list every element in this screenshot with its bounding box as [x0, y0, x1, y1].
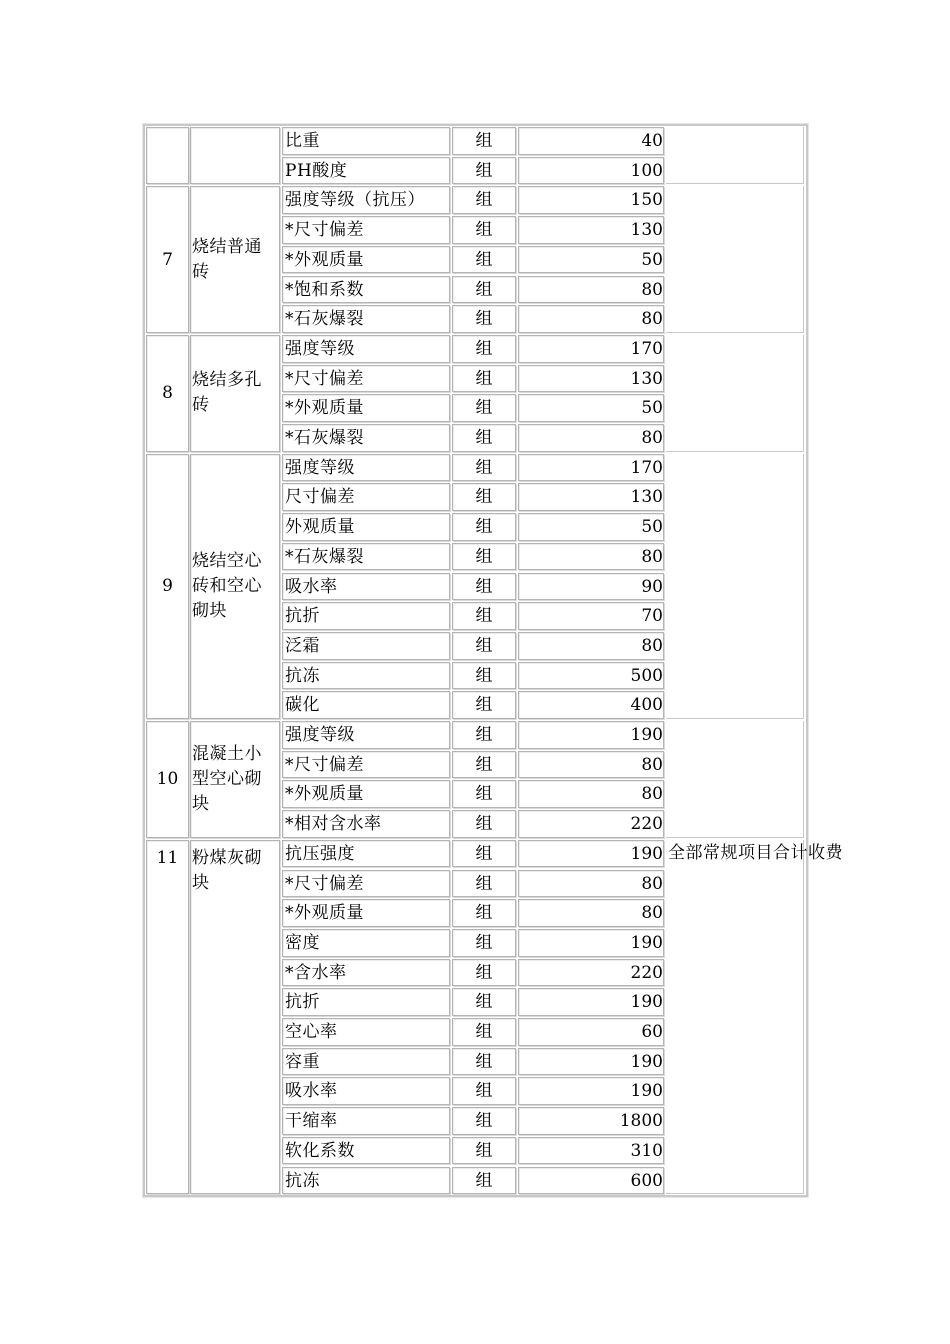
- fee: 50: [641, 249, 663, 270]
- fee-cell: [518, 454, 664, 482]
- fee-table: [143, 124, 843, 1197]
- unit: 组: [475, 131, 493, 151]
- group-number: 7: [162, 249, 173, 270]
- test-item: 吸水率: [285, 1081, 338, 1102]
- fee: 80: [641, 635, 663, 656]
- test-item: *相对含水率: [285, 814, 382, 835]
- remark-cell: [666, 186, 804, 333]
- group-number-cell: [146, 335, 189, 452]
- fee-cell: [518, 1167, 664, 1195]
- unit: 组: [475, 457, 493, 478]
- material-name-cell: [190, 186, 280, 333]
- test-item-cell: [282, 959, 450, 987]
- test-item: *尺寸偏差: [285, 873, 364, 894]
- fee-cell: [518, 899, 664, 927]
- unit-cell: [452, 1048, 516, 1076]
- group-number: 9: [162, 576, 173, 597]
- test-item-cell: [282, 305, 450, 333]
- unit-cell: [452, 1107, 516, 1135]
- test-item-cell: [282, 543, 450, 571]
- remark-cell: [666, 127, 804, 184]
- test-item-cell: [282, 483, 450, 511]
- fee-cell: [518, 1137, 664, 1165]
- fee: 80: [641, 784, 663, 805]
- unit: 组: [475, 338, 493, 359]
- test-item: 强度等级: [285, 725, 355, 745]
- material-name: 混凝土小型空心砌块: [192, 743, 262, 814]
- unit-cell: [452, 394, 516, 422]
- test-item-cell: [282, 899, 450, 927]
- fee-cell: [518, 483, 664, 511]
- unit-cell: [452, 276, 516, 304]
- unit-cell: [452, 691, 516, 719]
- fee-cell: [518, 127, 664, 155]
- test-item-cell: [282, 662, 450, 690]
- fee-cell: [518, 186, 664, 214]
- fee: 190: [630, 725, 663, 745]
- test-item-cell: [282, 602, 450, 630]
- unit-cell: [452, 157, 516, 185]
- unit: 组: [475, 606, 493, 627]
- fee-cell: [518, 810, 664, 838]
- test-item: 干缩率: [285, 1111, 338, 1132]
- test-item: *石灰爆裂: [285, 309, 364, 330]
- fee-cell: [518, 988, 664, 1016]
- test-item-cell: [282, 1048, 450, 1076]
- material-name: 烧结普通砖: [192, 236, 262, 282]
- fee: 80: [641, 309, 663, 330]
- fee: 310: [630, 1140, 663, 1161]
- unit: 组: [475, 546, 493, 567]
- fee: 190: [630, 1051, 663, 1072]
- fee: 70: [641, 606, 663, 627]
- fee-cell: [518, 1018, 664, 1046]
- material-name: 粉煤灰砌块: [192, 847, 262, 893]
- test-item-cell: [282, 186, 450, 214]
- unit-cell: [452, 543, 516, 571]
- test-item: *石灰爆裂: [285, 428, 364, 448]
- group-number: 10: [156, 769, 179, 790]
- group-number-cell: [146, 127, 189, 184]
- unit: 组: [475, 220, 493, 241]
- fee: 150: [630, 190, 663, 211]
- test-item-cell: [282, 870, 450, 898]
- unit-cell: [452, 513, 516, 541]
- unit: 组: [475, 695, 493, 716]
- unit-cell: [452, 810, 516, 838]
- fee-cell: [518, 365, 664, 393]
- test-item: *尺寸偏差: [285, 754, 364, 775]
- group-number: 8: [162, 383, 173, 404]
- unit-cell: [452, 186, 516, 214]
- fee-cell: [518, 691, 664, 719]
- unit-cell: [452, 483, 516, 511]
- unit-cell: [452, 246, 516, 274]
- test-item: 吸水率: [285, 576, 338, 597]
- test-item-cell: [282, 632, 450, 660]
- unit: 组: [475, 487, 493, 508]
- unit-cell: [452, 929, 516, 957]
- group-number-cell: [146, 454, 189, 719]
- test-item: 强度等级: [285, 457, 355, 478]
- test-item-cell: [282, 157, 450, 185]
- fee-cell: [518, 959, 664, 987]
- unit-cell: [452, 424, 516, 452]
- fee: 400: [630, 695, 663, 716]
- test-item: *外观质量: [285, 903, 364, 924]
- fee-cell: [518, 335, 664, 363]
- remark-cell: [666, 721, 804, 838]
- fee: 220: [630, 962, 663, 983]
- unit: 组: [475, 873, 493, 894]
- fee: 80: [641, 428, 663, 448]
- unit: 组: [475, 903, 493, 924]
- test-item-cell: [282, 721, 450, 749]
- fee: 80: [641, 279, 663, 300]
- unit-cell: [452, 780, 516, 808]
- unit: 组: [475, 309, 493, 330]
- unit-cell: [452, 751, 516, 779]
- material-name-cell: [190, 127, 280, 184]
- fee-cell: [518, 543, 664, 571]
- fee-cell: [518, 394, 664, 422]
- test-item-cell: [282, 573, 450, 601]
- unit-cell: [452, 959, 516, 987]
- unit: 组: [475, 517, 493, 538]
- unit-cell: [452, 365, 516, 393]
- test-item: *饱和系数: [285, 279, 364, 300]
- remark-text: 全部常规项目合计收费: [668, 842, 843, 863]
- fee: 130: [630, 220, 663, 241]
- fee-cell: [518, 1048, 664, 1076]
- fee-cell: [518, 157, 664, 185]
- unit-cell: [452, 899, 516, 927]
- fee-cell: [518, 216, 664, 244]
- unit-cell: [452, 216, 516, 244]
- unit-cell: [452, 602, 516, 630]
- fee: 130: [630, 487, 663, 508]
- test-item-cell: [282, 691, 450, 719]
- unit: 组: [475, 784, 493, 805]
- unit: 组: [475, 754, 493, 775]
- test-item-cell: [282, 276, 450, 304]
- fee: 80: [641, 873, 663, 894]
- unit-cell: [452, 305, 516, 333]
- unit: 组: [475, 1140, 493, 1161]
- test-item-cell: [282, 751, 450, 779]
- unit: 组: [475, 725, 493, 745]
- material-name-cell: [190, 721, 280, 838]
- fee-cell: [518, 1107, 664, 1135]
- fee-cell: [518, 513, 664, 541]
- test-item-cell: [282, 424, 450, 452]
- group-number-cell: [146, 721, 189, 838]
- unit: 组: [475, 1170, 493, 1191]
- fee: 190: [630, 992, 663, 1013]
- unit-cell: [452, 1077, 516, 1105]
- remark-cell: [666, 840, 843, 1194]
- fee-cell: [518, 246, 664, 274]
- test-item-cell: [282, 988, 450, 1016]
- fee-cell: [518, 1077, 664, 1105]
- unit: 组: [475, 249, 493, 270]
- unit: 组: [475, 1081, 493, 1102]
- test-item: 比重: [285, 131, 320, 151]
- unit: 组: [475, 1111, 493, 1132]
- test-item: 强度等级（抗压）: [285, 190, 425, 211]
- unit-cell: [452, 1167, 516, 1195]
- test-item-cell: [282, 365, 450, 393]
- test-item-cell: [282, 780, 450, 808]
- material-name: 烧结多孔砖: [192, 370, 262, 416]
- fee: 170: [630, 457, 663, 478]
- fee: 80: [641, 546, 663, 567]
- test-item-cell: [282, 335, 450, 363]
- unit-cell: [452, 1137, 516, 1165]
- test-item: 软化系数: [285, 1140, 355, 1161]
- fee: 100: [630, 160, 663, 181]
- fee: 600: [630, 1170, 663, 1191]
- test-item: 抗冻: [285, 665, 320, 686]
- material-name-cell: [190, 840, 280, 1194]
- fee: 220: [630, 814, 663, 835]
- fee-cell: [518, 780, 664, 808]
- fee-cell: [518, 662, 664, 690]
- unit: 组: [475, 428, 493, 448]
- test-item-cell: [282, 513, 450, 541]
- fee-cell: [518, 276, 664, 304]
- unit: 组: [475, 992, 493, 1013]
- unit-cell: [452, 721, 516, 749]
- fee: 60: [641, 1022, 663, 1042]
- fee: 500: [630, 665, 663, 686]
- material-name-cell: [190, 335, 280, 452]
- fee: 130: [630, 368, 663, 389]
- unit: 组: [475, 398, 493, 419]
- unit-cell: [452, 335, 516, 363]
- test-item-cell: [282, 840, 450, 868]
- fee-cell: [518, 840, 664, 868]
- fee: 170: [630, 338, 663, 359]
- fee-cell: [518, 870, 664, 898]
- test-item-cell: [282, 1018, 450, 1046]
- fee: 40: [641, 131, 663, 151]
- test-item-cell: [282, 810, 450, 838]
- test-item: PH酸度: [285, 160, 348, 181]
- test-item: *尺寸偏差: [285, 368, 364, 389]
- test-item: *含水率: [285, 962, 347, 983]
- fee: 50: [641, 398, 663, 419]
- test-item-cell: [282, 394, 450, 422]
- fee: 50: [641, 517, 663, 538]
- fee: 90: [641, 576, 663, 597]
- unit-cell: [452, 454, 516, 482]
- test-item-cell: [282, 246, 450, 274]
- test-item-cell: [282, 1167, 450, 1195]
- test-item-cell: [282, 127, 450, 155]
- fee-cell: [518, 573, 664, 601]
- test-item: *石灰爆裂: [285, 546, 364, 567]
- unit: 组: [475, 190, 493, 211]
- test-item-cell: [282, 929, 450, 957]
- unit: 组: [475, 665, 493, 686]
- fee: 190: [630, 932, 663, 953]
- test-item-cell: [282, 216, 450, 244]
- unit-cell: [452, 632, 516, 660]
- fee: 1800: [619, 1111, 663, 1132]
- unit-cell: [452, 573, 516, 601]
- unit-cell: [452, 1018, 516, 1046]
- test-item: *外观质量: [285, 249, 364, 270]
- test-item-cell: [282, 1107, 450, 1135]
- test-item: *尺寸偏差: [285, 220, 364, 241]
- unit: 组: [475, 1051, 493, 1072]
- unit-cell: [452, 988, 516, 1016]
- test-item: 抗冻: [285, 1170, 320, 1191]
- fee-cell: [518, 721, 664, 749]
- test-item: 抗压强度: [285, 843, 355, 864]
- fee-cell: [518, 305, 664, 333]
- test-item-cell: [282, 1077, 450, 1105]
- group-number: 11: [156, 847, 179, 868]
- test-item: 外观质量: [285, 517, 355, 538]
- test-item-cell: [282, 454, 450, 482]
- fee: 80: [641, 903, 663, 924]
- fee: 190: [630, 843, 663, 864]
- test-item: 尺寸偏差: [285, 487, 355, 508]
- test-item: *外观质量: [285, 398, 364, 419]
- test-item: 密度: [285, 932, 320, 953]
- unit: 组: [475, 932, 493, 953]
- group-number-cell: [146, 186, 189, 333]
- unit: 组: [475, 843, 493, 864]
- unit-cell: [452, 127, 516, 155]
- fee-cell: [518, 632, 664, 660]
- fee-cell: [518, 929, 664, 957]
- unit-cell: [452, 840, 516, 868]
- unit: 组: [475, 635, 493, 656]
- fee-cell: [518, 602, 664, 630]
- test-item: 强度等级: [285, 338, 355, 359]
- unit: 组: [475, 160, 493, 181]
- test-item: *外观质量: [285, 784, 364, 805]
- test-item: 碳化: [285, 695, 320, 716]
- test-item: 抗折: [285, 606, 320, 627]
- unit: 组: [475, 1022, 493, 1042]
- test-item: 泛霜: [285, 635, 320, 656]
- test-item: 抗折: [285, 992, 320, 1013]
- test-item-cell: [282, 1137, 450, 1165]
- fee-cell: [518, 751, 664, 779]
- unit: 组: [475, 279, 493, 300]
- unit-cell: [452, 662, 516, 690]
- test-item: 容重: [285, 1051, 320, 1072]
- group-number-cell: [146, 840, 189, 1194]
- fee: 190: [630, 1081, 663, 1102]
- unit: 组: [475, 576, 493, 597]
- material-name-cell: [190, 454, 280, 719]
- test-item: 空心率: [285, 1022, 338, 1042]
- material-name: 烧结空心砖和空心砌块: [192, 550, 262, 621]
- unit: 组: [475, 962, 493, 983]
- unit-cell: [452, 870, 516, 898]
- fee-cell: [518, 424, 664, 452]
- fee: 80: [641, 754, 663, 775]
- unit: 组: [475, 814, 493, 835]
- unit: 组: [475, 368, 493, 389]
- remark-cell: [666, 454, 804, 719]
- remark-cell: [666, 335, 804, 452]
